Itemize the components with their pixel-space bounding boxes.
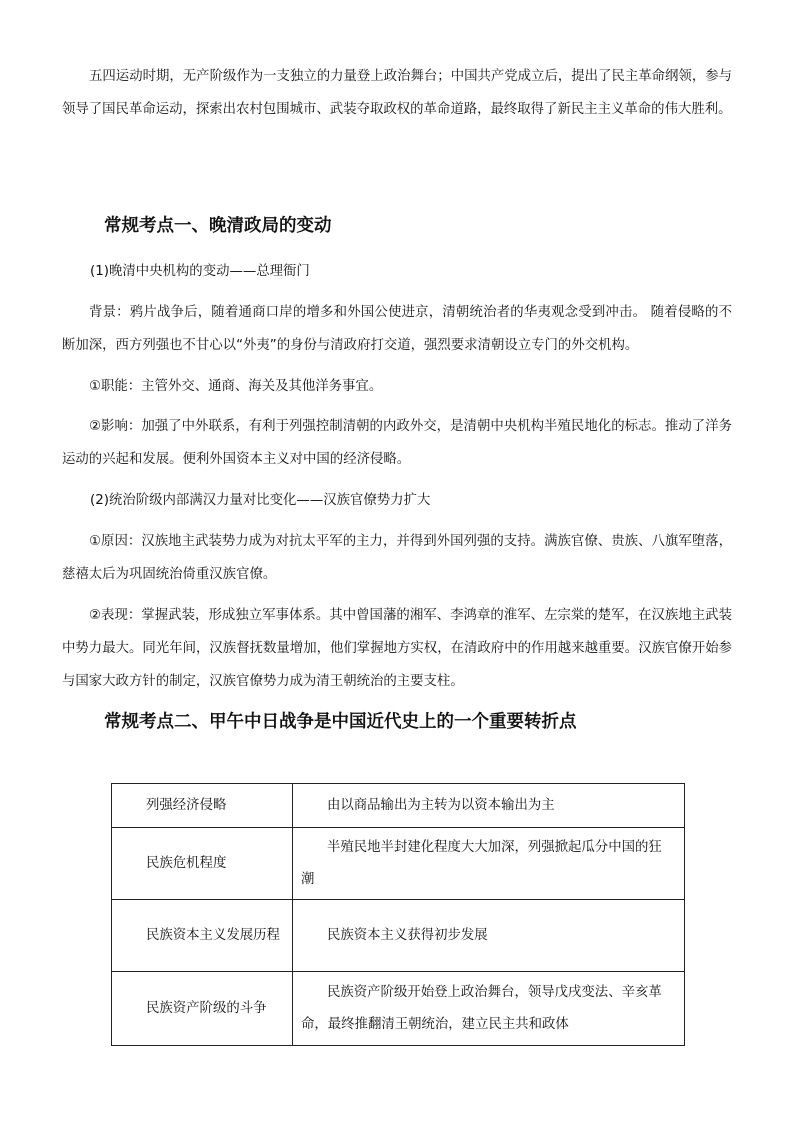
table-row bbox=[112, 972, 685, 1046]
table-value-cell: 民族资本主义获得初步发展 bbox=[293, 900, 685, 972]
table-key-cell: 民族资产阶级的斗争 bbox=[112, 972, 293, 1046]
table-row bbox=[112, 900, 685, 972]
function-paragraph: ①职能：主管外交、通商、海关及其他洋务事宜。 bbox=[89, 379, 383, 394]
reason-paragraph: ①原因：汉族地主武装势力成为对抗太平军的主力，并得到外国列强的支持。满族官僚、贵族、八旗军堕落，慈禧太后为巩固统治倚重汉族官僚。 bbox=[62, 534, 732, 582]
table-value-cell: 民族资产阶级开始登上政治舞台，领导戊戌变法、辛亥革命，最终推翻清王朝统治，建立民主共和政体 bbox=[293, 972, 685, 1046]
table-key-cell: 民族危机程度 bbox=[112, 828, 293, 900]
table-key-cell: 民族资本主义发展历程 bbox=[112, 900, 293, 972]
influence-paragraph: ②影响：加强了中外联系，有利于列强控制清朝的内政外交，是清朝中央机构半殖民地化的标志。推动了洋务运动的兴起和发展。便利外国资本主义对中国的经济侵略。 bbox=[62, 419, 732, 467]
intro-paragraph: 五四运动时期，无产阶级作为一支独立的力量登上政治舞台；中国共产党成立后，提出了民主革命纲领，参与领导了国民革命运动，探索出农村包围城市、武装夺取政权的革命道路，最终取得了新民主主义革命的伟大胜利。 bbox=[62, 69, 732, 117]
table-value-cell: 由以商品输出为主转为以资本输出为主 bbox=[293, 784, 685, 828]
performance-paragraph: ②表现：掌握武装，形成独立军事体系。其中曾国藩的湘军、李鸿章的淮军、左宗棠的楚军，在汉族地主武装中势力最大。同光年间，汉族督抚数量增加，他们掌握地方实权，在清政府中的作用越来越重要。汉族官僚开始参与国家大政方针的制定，汉族官僚势力成为清王朝统治的主要支柱。 bbox=[62, 608, 732, 689]
section-2-title: 常规考点二、甲午中日战争是中国近代史上的一个重要转折点 bbox=[104, 712, 577, 732]
section-1-title: 常规考点一、晚清政局的变动 bbox=[104, 216, 332, 236]
table-row bbox=[112, 828, 685, 900]
table-row bbox=[112, 784, 685, 828]
turning-point-table bbox=[111, 783, 685, 1046]
table-value-cell: 半殖民地半封建化程度大大加深，列强掀起瓜分中国的狂潮 bbox=[293, 828, 685, 900]
background-paragraph: 背景：鸦片战争后，随着通商口岸的增多和外国公使进京，清朝统治者的华夷观念受到冲击。 随着侵略的不断加深，西方列强也不甘心以“外夷”的身份与清政府打交道，强烈要求清朝设立专门的外交机构。 bbox=[62, 305, 732, 353]
subsection-2-title: (2)统治阶级内部满汉力量对比变化——汉族官僚势力扩大 bbox=[90, 493, 431, 508]
subsection-1-title: (1)晚清中央机构的变动——总理衙门 bbox=[90, 264, 310, 279]
table-key-cell: 列强经济侵略 bbox=[112, 784, 293, 828]
